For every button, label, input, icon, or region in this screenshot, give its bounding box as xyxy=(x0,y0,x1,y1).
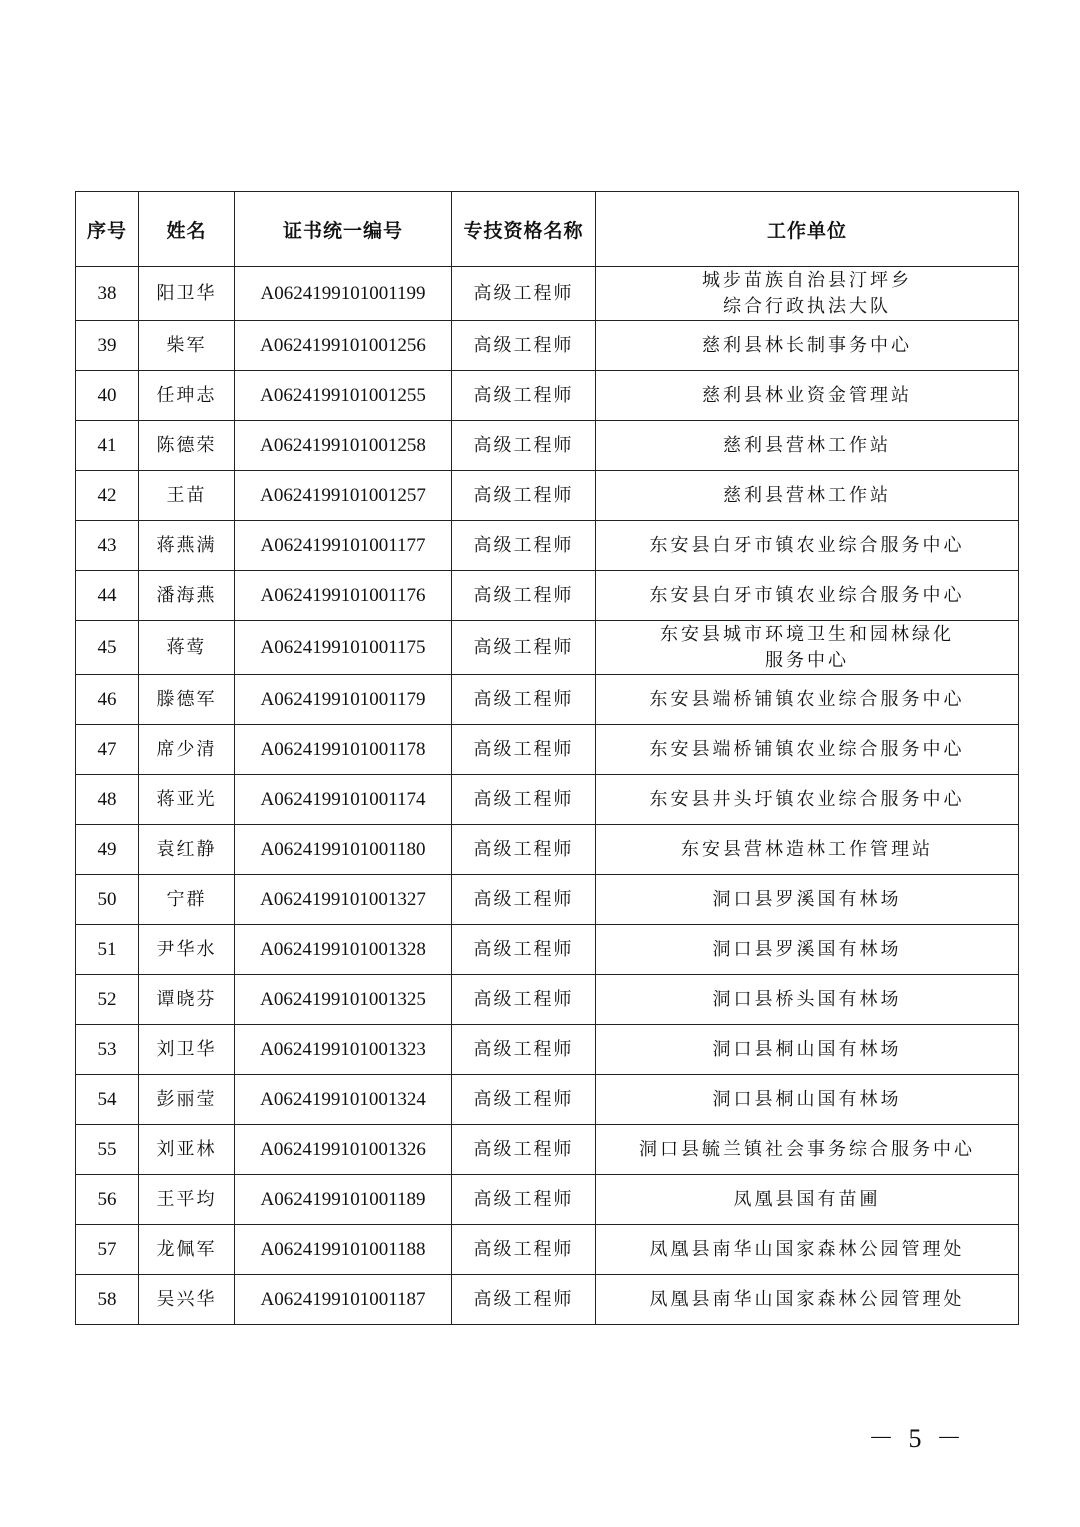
cell-title: 高级工程师 xyxy=(452,471,596,521)
cell-cert: A0624199101001187 xyxy=(235,1275,452,1325)
cell-title: 高级工程师 xyxy=(452,321,596,371)
cell-unit: 东安县端桥铺镇农业综合服务中心 xyxy=(596,675,1019,725)
cell-unit: 慈利县林长制事务中心 xyxy=(596,321,1019,371)
table-body xyxy=(76,267,1019,1325)
cell-title: 高级工程师 xyxy=(452,571,596,621)
cell-seq: 47 xyxy=(76,725,139,775)
cell-cert: A0624199101001256 xyxy=(235,321,452,371)
cell-title: 高级工程师 xyxy=(452,725,596,775)
cell-title: 高级工程师 xyxy=(452,621,596,675)
table-row xyxy=(76,1275,1019,1325)
table-row xyxy=(76,521,1019,571)
cell-name: 龙佩军 xyxy=(139,1225,235,1275)
header-unit: 工作单位 xyxy=(596,192,1019,267)
cell-unit: 东安县端桥铺镇农业综合服务中心 xyxy=(596,725,1019,775)
header-seq: 序号 xyxy=(76,192,139,267)
cell-cert: A0624199101001328 xyxy=(235,925,452,975)
cell-seq: 52 xyxy=(76,975,139,1025)
cell-seq: 42 xyxy=(76,471,139,521)
page-number: － 5 － xyxy=(868,1424,967,1453)
cell-unit: 洞口县罗溪国有林场 xyxy=(596,875,1019,925)
cell-title: 高级工程师 xyxy=(452,1125,596,1175)
cell-title: 高级工程师 xyxy=(452,371,596,421)
cell-name: 阳卫华 xyxy=(139,267,235,321)
cell-title: 高级工程师 xyxy=(452,825,596,875)
cell-seq: 54 xyxy=(76,1075,139,1125)
cell-name: 刘卫华 xyxy=(139,1025,235,1075)
cell-name: 蒋亚光 xyxy=(139,775,235,825)
cell-cert: A0624199101001189 xyxy=(235,1175,452,1225)
header-name: 姓名 xyxy=(139,192,235,267)
table-row xyxy=(76,725,1019,775)
cell-unit: 慈利县林业资金管理站 xyxy=(596,371,1019,421)
cell-name: 蒋莺 xyxy=(139,621,235,675)
cell-name: 蒋燕满 xyxy=(139,521,235,571)
table-row xyxy=(76,975,1019,1025)
cell-name: 彭丽莹 xyxy=(139,1075,235,1125)
header-row xyxy=(76,192,1019,267)
cell-name: 宁群 xyxy=(139,875,235,925)
cell-title: 高级工程师 xyxy=(452,1025,596,1075)
cell-unit: 东安县城市环境卫生和园林绿化 服务中心 xyxy=(596,621,1019,675)
table-row xyxy=(76,1125,1019,1175)
cell-name: 潘海燕 xyxy=(139,571,235,621)
cell-unit: 洞口县毓兰镇社会事务综合服务中心 xyxy=(596,1125,1019,1175)
cell-name: 袁红静 xyxy=(139,825,235,875)
cell-cert: A0624199101001188 xyxy=(235,1225,452,1275)
cell-cert: A0624199101001257 xyxy=(235,471,452,521)
cell-unit: 洞口县桐山国有林场 xyxy=(596,1075,1019,1125)
header-title: 专技资格名称 xyxy=(452,192,596,267)
cell-cert: A0624199101001178 xyxy=(235,725,452,775)
cell-name: 尹华水 xyxy=(139,925,235,975)
table-row xyxy=(76,675,1019,725)
table-row xyxy=(76,825,1019,875)
cell-title: 高级工程师 xyxy=(452,1075,596,1125)
table-row xyxy=(76,621,1019,675)
cell-unit: 东安县白牙市镇农业综合服务中心 xyxy=(596,571,1019,621)
cell-unit: 凤凰县国有苗圃 xyxy=(596,1175,1019,1225)
cell-seq: 57 xyxy=(76,1225,139,1275)
cell-title: 高级工程师 xyxy=(452,775,596,825)
cell-seq: 58 xyxy=(76,1275,139,1325)
cell-name: 刘亚林 xyxy=(139,1125,235,1175)
table-row xyxy=(76,1025,1019,1075)
table-row xyxy=(76,775,1019,825)
cell-seq: 44 xyxy=(76,571,139,621)
header-cert: 证书统一编号 xyxy=(235,192,452,267)
cell-unit: 东安县营林造林工作管理站 xyxy=(596,825,1019,875)
cell-title: 高级工程师 xyxy=(452,675,596,725)
cell-name: 吴兴华 xyxy=(139,1275,235,1325)
cell-unit: 慈利县营林工作站 xyxy=(596,421,1019,471)
cell-title: 高级工程师 xyxy=(452,521,596,571)
cell-cert: A0624199101001323 xyxy=(235,1025,452,1075)
table-row xyxy=(76,1075,1019,1125)
table-row xyxy=(76,421,1019,471)
table-row xyxy=(76,321,1019,371)
cell-name: 任珅志 xyxy=(139,371,235,421)
cell-title: 高级工程师 xyxy=(452,1275,596,1325)
cell-unit: 洞口县罗溪国有林场 xyxy=(596,925,1019,975)
cell-cert: A0624199101001325 xyxy=(235,975,452,1025)
cell-cert: A0624199101001179 xyxy=(235,675,452,725)
cell-seq: 39 xyxy=(76,321,139,371)
cell-seq: 53 xyxy=(76,1025,139,1075)
cell-seq: 55 xyxy=(76,1125,139,1175)
cell-unit: 凤凰县南华山国家森林公园管理处 xyxy=(596,1225,1019,1275)
cell-seq: 48 xyxy=(76,775,139,825)
cell-cert: A0624199101001175 xyxy=(235,621,452,675)
cell-title: 高级工程师 xyxy=(452,875,596,925)
cell-name: 柴军 xyxy=(139,321,235,371)
cell-name: 陈德荣 xyxy=(139,421,235,471)
cell-title: 高级工程师 xyxy=(452,975,596,1025)
cell-seq: 56 xyxy=(76,1175,139,1225)
cell-cert: A0624199101001174 xyxy=(235,775,452,825)
cell-name: 滕德军 xyxy=(139,675,235,725)
cell-cert: A0624199101001180 xyxy=(235,825,452,875)
cell-seq: 50 xyxy=(76,875,139,925)
cell-cert: A0624199101001258 xyxy=(235,421,452,471)
cell-unit: 东安县白牙市镇农业综合服务中心 xyxy=(596,521,1019,571)
cell-title: 高级工程师 xyxy=(452,267,596,321)
table-row xyxy=(76,1225,1019,1275)
cell-name: 席少清 xyxy=(139,725,235,775)
cell-cert: A0624199101001326 xyxy=(235,1125,452,1175)
cell-cert: A0624199101001324 xyxy=(235,1075,452,1125)
cell-title: 高级工程师 xyxy=(452,1175,596,1225)
cell-seq: 43 xyxy=(76,521,139,571)
cell-seq: 45 xyxy=(76,621,139,675)
cell-unit: 慈利县营林工作站 xyxy=(596,471,1019,521)
cell-unit: 城步苗族自治县汀坪乡 综合行政执法大队 xyxy=(596,267,1019,321)
cell-title: 高级工程师 xyxy=(452,925,596,975)
table-row xyxy=(76,1175,1019,1225)
table-row xyxy=(76,875,1019,925)
cell-cert: A0624199101001176 xyxy=(235,571,452,621)
cell-unit: 洞口县桐山国有林场 xyxy=(596,1025,1019,1075)
cell-seq: 38 xyxy=(76,267,139,321)
cell-title: 高级工程师 xyxy=(452,421,596,471)
cell-cert: A0624199101001177 xyxy=(235,521,452,571)
cell-seq: 51 xyxy=(76,925,139,975)
cell-cert: A0624199101001327 xyxy=(235,875,452,925)
personnel-table xyxy=(75,191,1019,1325)
cell-unit: 凤凰县南华山国家森林公园管理处 xyxy=(596,1275,1019,1325)
cell-cert: A0624199101001199 xyxy=(235,267,452,321)
cell-name: 王平均 xyxy=(139,1175,235,1225)
table-row xyxy=(76,471,1019,521)
cell-seq: 46 xyxy=(76,675,139,725)
table-row xyxy=(76,267,1019,321)
table-row xyxy=(76,371,1019,421)
table-row xyxy=(76,571,1019,621)
cell-seq: 49 xyxy=(76,825,139,875)
cell-cert: A0624199101001255 xyxy=(235,371,452,421)
cell-name: 谭晓芬 xyxy=(139,975,235,1025)
cell-unit: 洞口县桥头国有林场 xyxy=(596,975,1019,1025)
cell-title: 高级工程师 xyxy=(452,1225,596,1275)
cell-seq: 41 xyxy=(76,421,139,471)
table-row xyxy=(76,925,1019,975)
table-header xyxy=(76,192,1019,267)
cell-name: 王苗 xyxy=(139,471,235,521)
cell-unit: 东安县井头圩镇农业综合服务中心 xyxy=(596,775,1019,825)
cell-seq: 40 xyxy=(76,371,139,421)
